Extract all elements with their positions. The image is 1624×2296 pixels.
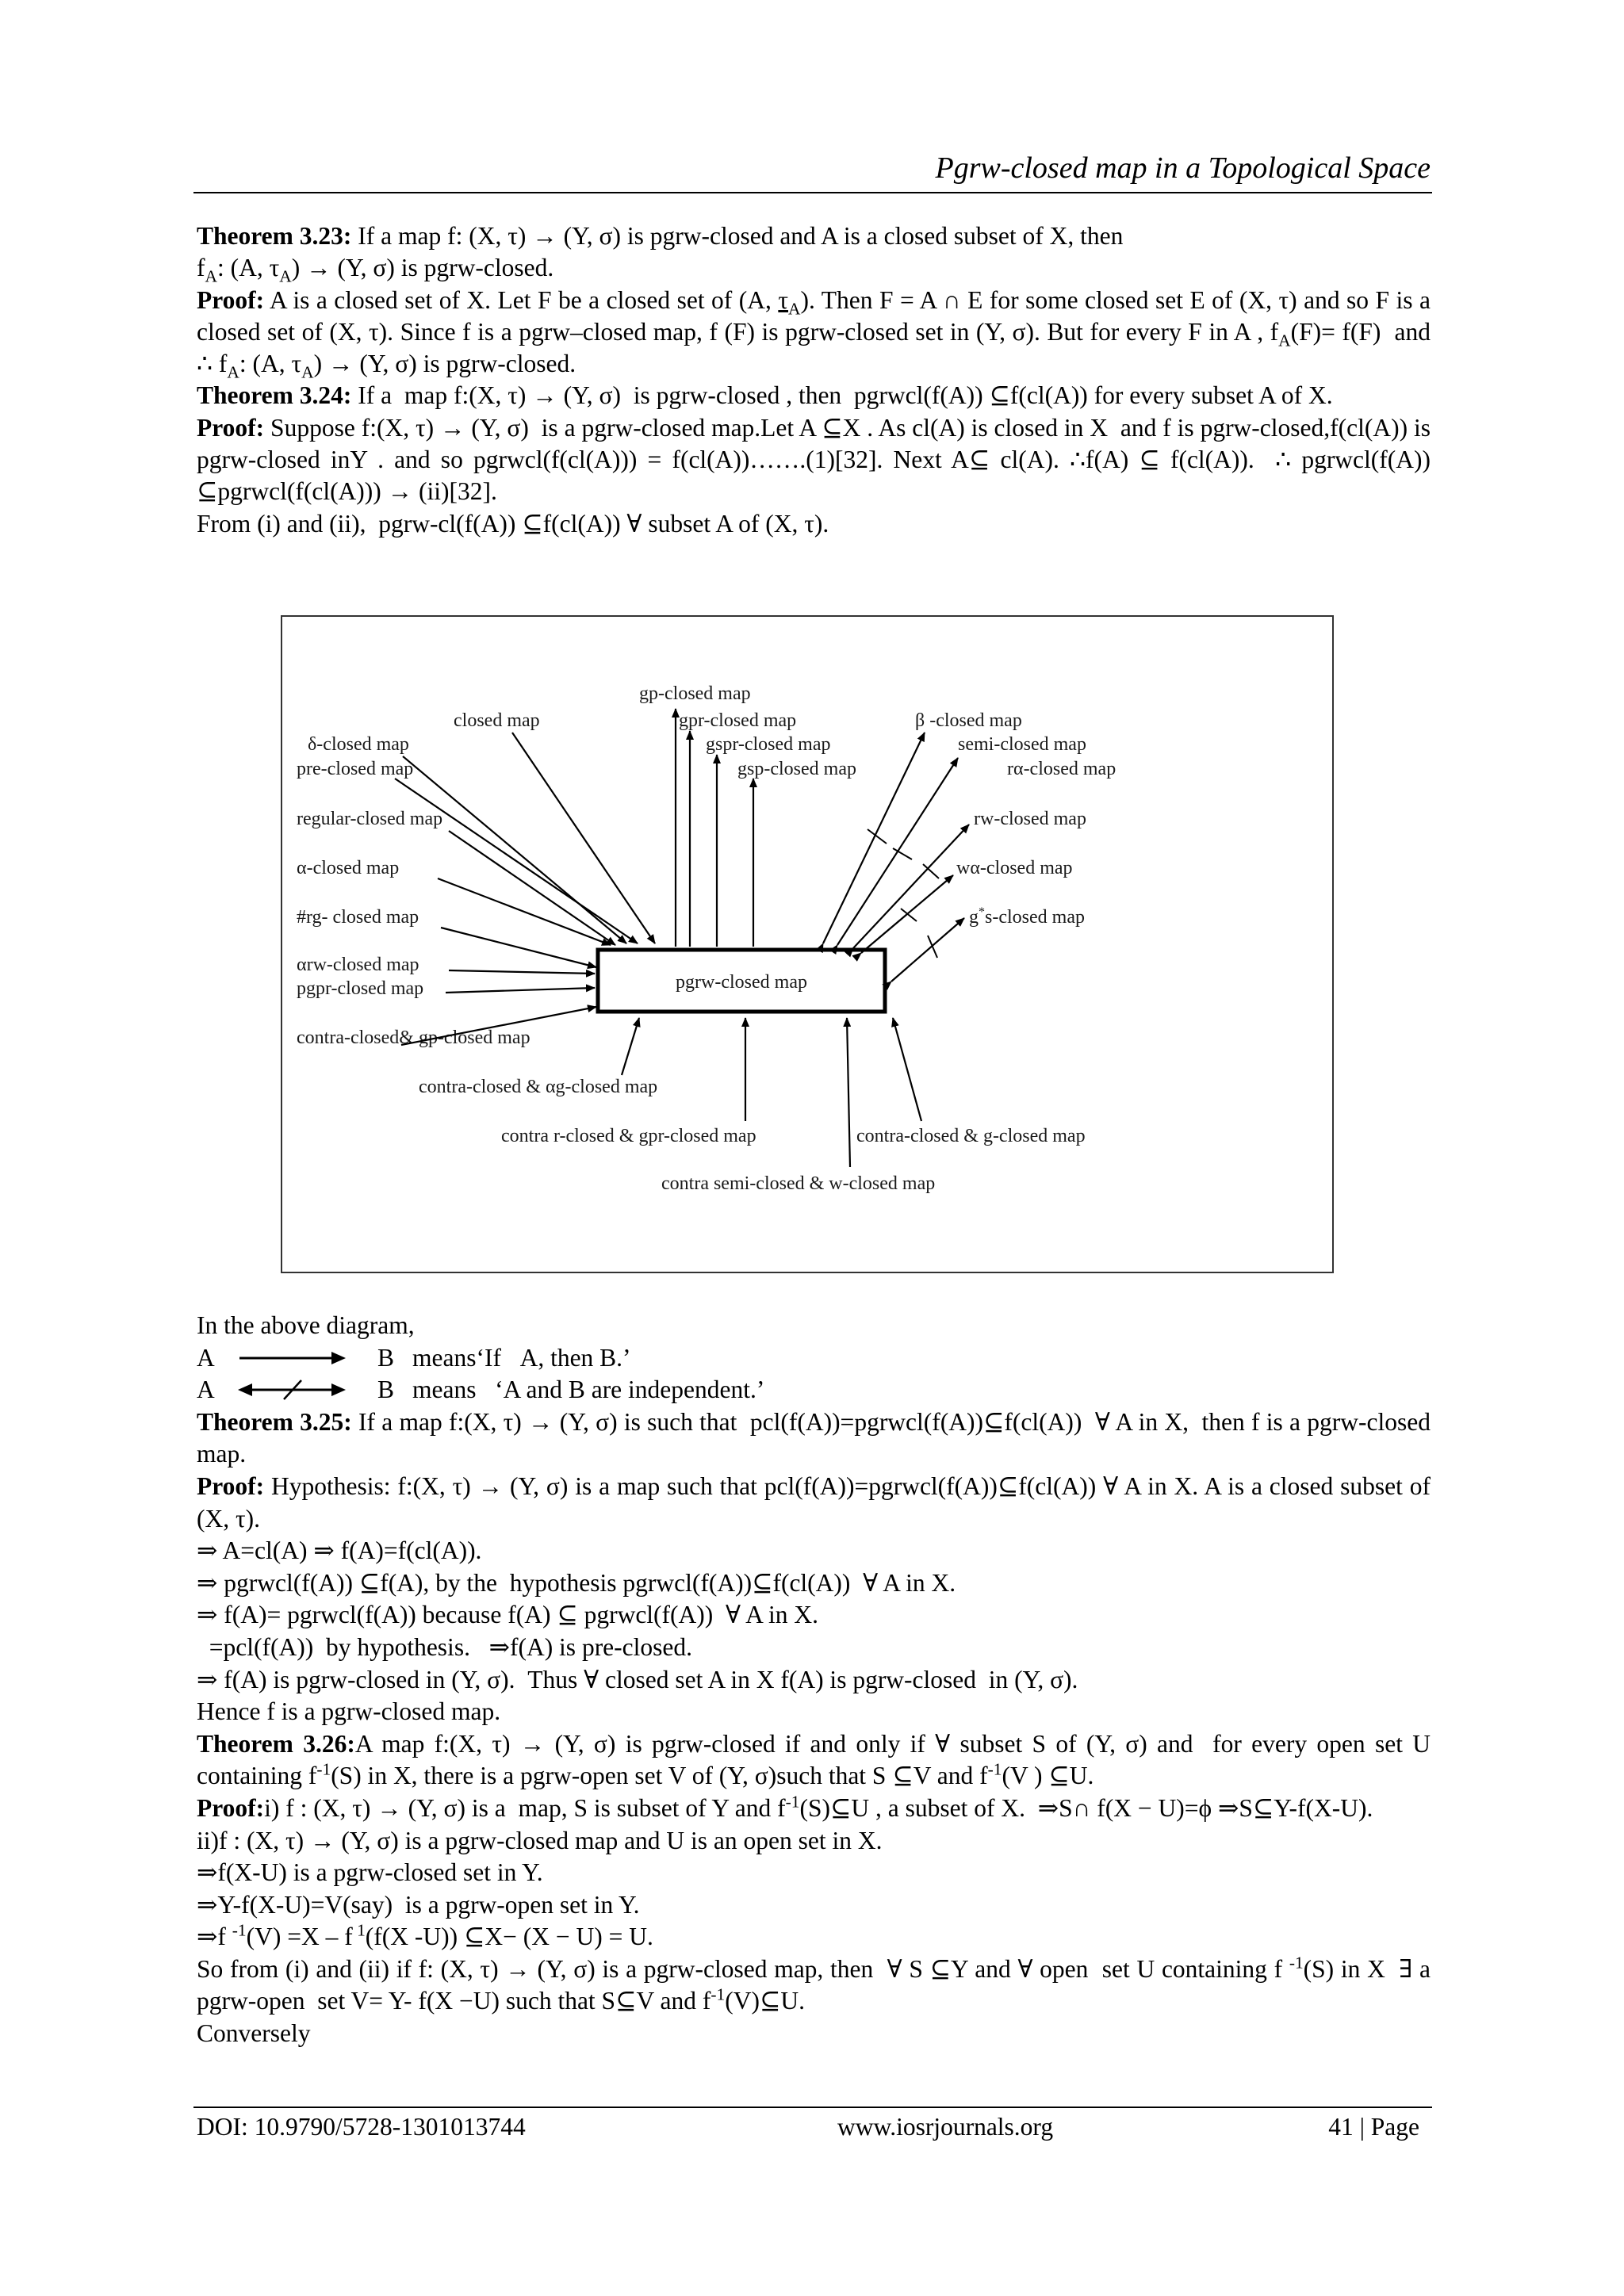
arrow-closed xyxy=(512,733,655,943)
proof-text: i) f : (X, τ) → (Y, σ) is a map, S is subset of Y and $f^{-1}(S)⊆U$ , a subset of X. ⇒S∩ f(X − U)=ϕ ⇒S⊆Y-f(X-U). xyxy=(264,1792,1373,1822)
footer-doi: DOI: 10.9790/5728-1301013744 xyxy=(197,2113,526,2141)
legend-b: B xyxy=(377,1376,395,1404)
theorem-3-23 xyxy=(197,220,1431,252)
theorem-3-25 xyxy=(197,1406,1431,1471)
independent-arrow-icon xyxy=(236,1379,347,1401)
legend-a: A xyxy=(197,1343,215,1372)
arrow-alpha xyxy=(438,878,611,945)
proof-3-23 xyxy=(197,285,1431,381)
theorem-3-23-line2: $f_A$: (A, $\tau_A) \to (Y$, σ) is pgrw-closed. xyxy=(197,254,554,286)
proof-text: Suppose f:(X, τ) → (Y, σ) is a pgrw-closed map.Let A ⊆X . As cl(A) is closed in X and f is pgrw-closed,f(cl(A)) is pgrw-closed inY . and so pgrwcl(f(cl(A))) = f(cl(A))…….(1)[32]. Next A⊆ cl(A). ∴f(A) ⊆ f(cl(A)). ∴ pgrwcl(f(A)) ⊆pgrwcl(f(cl(A))) → (ii)[32]. xyxy=(197,413,1431,506)
label-pgpr-closed: pgpr-closed map xyxy=(297,978,424,999)
footer-rule xyxy=(193,2107,1432,2108)
arrow-contra-ag xyxy=(622,1018,639,1075)
label-alpha-closed: α-closed map xyxy=(297,858,400,878)
center-label: pgrw-closed map xyxy=(676,972,807,993)
label-gpr-closed: gpr-closed map xyxy=(679,710,797,731)
theorem-text: If a map f:(X, τ) → (Y, σ) is such that pcl(f(A))=pgrwcl(f(A))⊆f(cl(A)) ∀ A in X, then f is a pgrw-closed map. xyxy=(197,1407,1431,1468)
theorem-3-24 xyxy=(197,380,1431,411)
label-arw-closed: αrw-closed map xyxy=(297,955,419,975)
label-contra-r-gpr: contra r-closed & gpr-closed map xyxy=(501,1126,756,1146)
running-title: Pgrw-closed map in a Topological Space xyxy=(935,151,1431,185)
label-gspr-closed: gspr-closed map xyxy=(706,734,831,755)
proof-3-26-line: ii)f : (X, τ) → (Y, σ) is a pgrw-closed map and U is an open set in X. xyxy=(197,1826,883,1854)
footer-page-number: 41 | Page xyxy=(1328,2113,1419,2141)
proof-3-25 xyxy=(197,1471,1431,1535)
proof-heading: Proof: xyxy=(197,1471,265,1500)
theorem-3-26 xyxy=(197,1728,1431,1793)
theorem-heading: Theorem 3.24: xyxy=(197,381,352,410)
label-gstar-s-closed: g*s-closed map xyxy=(969,905,1085,928)
theorem-text: A map f:(X, τ) → (Y, σ) is pgrw-closed if and only if ∀ subset S of (Y, σ) and for every open set U containing $f^{-1}(S)$ in X, there is a pgrw-open set V of (Y, σ)such that S ⊆V and $f^{-1}(V$ ) ⊆U. xyxy=(197,1729,1431,1790)
arrow-pre xyxy=(395,779,638,943)
proof-3-26-line: ⇒f $^{-1}$(V) =X – f $^1$(f(X -U)) ⊆X− (X − U) = U. xyxy=(197,1920,653,1951)
label-contra-semi-w: contra semi-closed & w-closed map xyxy=(661,1173,936,1194)
proof-3-25-line: ⇒ f(A) is pgrw-closed in (Y, σ). Thus ∀ closed set A in X f(A) is pgrw-closed in (Y, σ). xyxy=(197,1665,1078,1693)
label-closed: closed map xyxy=(454,710,540,731)
label-beta-closed: β -closed map xyxy=(915,710,1022,731)
theorem-heading: Theorem 3.26: xyxy=(197,1729,355,1758)
proof-text: Hypothesis: f:(X, τ) → (Y, σ) is a map such that pcl(f(A))=pgrwcl(f(A))⊆f(cl(A)) ∀ A in X. A is a closed subset of (X, τ). xyxy=(197,1471,1431,1533)
proof-text: A is a closed set of X. Let F be a closed set of (A, $\tau_A$). Then F = A ∩ E for some closed set E of (X, τ) and so F is a closed set of (X, τ). Since f is a pgrw–closed map, f (F) is pgrw-closed set in (Y, σ). But for every F in A , $f_A(F)= f(F)$ and ∴ $f_A$: (A, $\tau_A) \to (Y$, σ) is pgrw-closed. xyxy=(197,285,1431,382)
arrow-rg xyxy=(441,928,596,967)
proof-heading: Proof: xyxy=(197,1793,265,1822)
label-walpha-closed: wα-closed map xyxy=(956,858,1073,878)
legend-implies xyxy=(197,1342,1431,1375)
theorem-text: If a map f:(X, τ) → (Y, σ) is pgrw-closed , then pgrwcl(f(A)) ⊆f(cl(A)) for every subset A of X. xyxy=(351,381,1333,410)
label-semi-closed: semi-closed map xyxy=(958,734,1086,755)
proof-heading: Proof: xyxy=(197,413,265,442)
legend-independent xyxy=(197,1374,1431,1406)
header-rule xyxy=(193,192,1432,193)
conclusion-3-24: From (i) and (ii), pgrw-cl(f(A)) ⊆f(cl(A)) ∀ subset A of (X, τ). xyxy=(197,509,829,538)
arrow-gstar-s xyxy=(891,918,964,982)
diagram-intro: In the above diagram, xyxy=(197,1311,415,1339)
implies-arrow-icon xyxy=(236,1347,347,1369)
arrow-contra-semi-w xyxy=(847,1018,850,1167)
label-contra-gp: contra-closed& gp-closed map xyxy=(297,1027,530,1048)
body-lower xyxy=(197,1310,1431,2050)
arrow-contra-g xyxy=(893,1018,921,1121)
slash-walpha xyxy=(901,909,917,921)
proof-3-25-line: Hence f is a pgrw-closed map. xyxy=(197,1697,501,1726)
label-contra-ag: contra-closed & αg-closed map xyxy=(419,1077,658,1097)
proof-3-25-line: =pcl(f(A)) by hypothesis. ⇒f(A) is pre-closed. xyxy=(197,1632,693,1661)
slash-gstar-s xyxy=(928,936,937,958)
label-rg-closed: #rg- closed map xyxy=(297,907,419,928)
label-gp-closed: gp-closed map xyxy=(639,683,751,704)
arrow-arw xyxy=(449,970,595,974)
label-regular-closed: regular-closed map xyxy=(297,809,443,829)
label-pre-closed: pre-closed map xyxy=(297,759,414,779)
proof-3-26-line: ⇒Y-f(X-U)=V(say) is a pgrw-open set in Y. xyxy=(197,1890,640,1919)
proof-3-24 xyxy=(197,412,1431,508)
theorem-heading: Theorem 3.23: xyxy=(197,222,352,250)
proof-3-25-line: ⇒ pgrwcl(f(A)) ⊆f(A), by the hypothesis pgrwcl(f(A))⊆f(cl(A)) ∀ A in X. xyxy=(197,1568,956,1597)
footer xyxy=(197,2113,1431,2145)
body-upper xyxy=(197,220,1431,540)
label-rw-closed: rw-closed map xyxy=(974,809,1086,829)
proof-3-26-line: Conversely xyxy=(197,2019,311,2048)
label-contra-g: contra-closed & g-closed map xyxy=(856,1126,1086,1146)
arrow-pgpr xyxy=(446,988,595,993)
proof-3-26-line: So from (i) and (ii) if f: (X, τ) → (Y, σ) is a pgrw-closed map, then ∀ S ⊆Y and ∀ open set U containing f $^{-1}$(S) in X ∃ a pgrw-open set V= Y- f(X −U) such that S⊆V and $f^{-1}(V)⊆U$. xyxy=(197,1953,1431,2015)
legend-meaning: means‘If A, then B.’ xyxy=(412,1343,631,1372)
proof-3-25-line: ⇒ f(A)= pgrwcl(f(A)) because f(A) ⊆ pgrwcl(f(A)) ∀ A in X. xyxy=(197,1601,819,1629)
label-delta-closed: δ-closed map xyxy=(308,734,409,755)
proof-heading: Proof: xyxy=(197,285,265,314)
legend-b: B xyxy=(377,1343,395,1372)
proof-3-26-line: ⇒f(X-U) is a pgrw-closed set in Y. xyxy=(197,1858,543,1887)
diagram-svg xyxy=(282,617,1335,1275)
legend-meaning: means ‘A and B are independent.’ xyxy=(412,1376,765,1404)
arrow-delta xyxy=(403,756,626,943)
footer-site-link[interactable]: www.iosrjournals.org xyxy=(837,2113,1054,2141)
label-ralpha-closed: rα-closed map xyxy=(1007,759,1116,779)
proof-3-26 xyxy=(197,1793,1431,1825)
legend-a: A xyxy=(197,1376,215,1404)
implication-diagram xyxy=(281,615,1334,1273)
theorem-text: If a map f: (X, τ) → (Y, σ) is pgrw-closed and A is a closed subset of X, then xyxy=(351,222,1124,250)
label-gsp-closed: gsp-closed map xyxy=(737,759,856,779)
theorem-heading: Theorem 3.25: xyxy=(197,1407,352,1436)
proof-3-25-line: ⇒ A=cl(A) ⇒ f(A)=f(cl(A)). xyxy=(197,1536,482,1565)
